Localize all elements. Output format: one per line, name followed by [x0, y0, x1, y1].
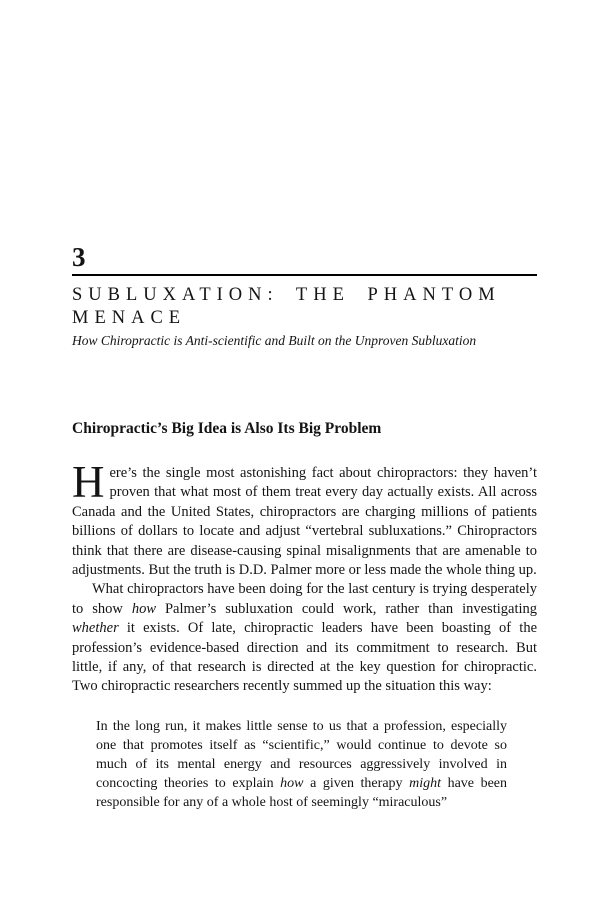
paragraph-second: What chiropractors have been doing for the last century is trying desperately to show how Palmer’s subluxation could work, rather than investigating whether it exists. Of late, chiropractic leaders have been boasting of the profession’s evidence-based direction and its commitment to research. But little, if any, of that research is directed at the key question for chiropractic. Two chiropractic researchers recently summed up the situation this way: — [72, 581, 537, 695]
paragraph-opening-text: ere’s the single most astonishing fact about chiropractors: they haven’t proven that what most of them treat every day actually exists. All across Canada and the United States, chiropractors are charging millions of patients billions of dollars to locate and adjust “vertebral subluxations.” Chiropractors think that there are disease-causing spinal misalignments that are amenable to adjustments. But the truth is D.D. Palmer more or less made the whole thing up. — [72, 465, 537, 579]
block-quote: In the long run, it makes little sense to us that a profession, especially one that promotes itself as “scientific,” would continue to devote so much of its mental energy and resources aggressively involved in concocting theories to explain how a given therapy might have been responsible for any of a whole host of seemingly “miraculous” — [96, 718, 508, 810]
drop-cap: H — [72, 457, 105, 507]
chapter-head — [72, 242, 537, 349]
chapter-number: 3 — [72, 242, 87, 272]
section-heading: Chiropractic’s Big Idea is Also Its Big Problem — [72, 420, 382, 437]
chapter-title-line-1: SUBLUXATION: THE PHANTOM — [72, 285, 501, 305]
chapter-subtitle: How Chiropractic is Anti-scientific and Built on the Unproven Subluxation — [72, 333, 477, 348]
paragraph-opening — [72, 457, 537, 580]
chapter-title-line-2: MENACE — [72, 307, 187, 328]
page-content — [72, 0, 537, 812]
chapter-title — [72, 284, 537, 329]
chapter-rule — [72, 274, 537, 276]
